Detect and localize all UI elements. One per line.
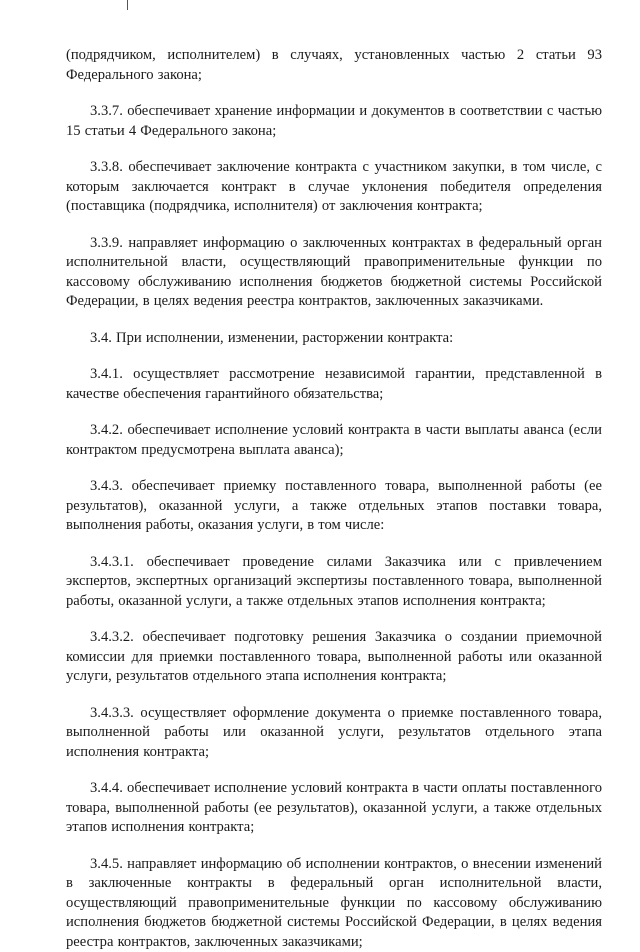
paragraph-3-4-3: 3.4.3. обеспечивает приемку поставленного товара, выполненной работы (ее результатов), оказанной услуги, а также отдельных этапов поставки товара, выполнения работы, оказания услуги, в том числе: — [66, 477, 602, 536]
paragraph-3-4-1: 3.4.1. осуществляет рассмотрение независимой гарантии, представленной в качестве обеспечения гарантийного обязательства; — [66, 365, 602, 404]
paragraph-3-4-5: 3.4.5. направляет информацию об исполнении контрактов, о внесении изменений в заключенные контракты в федеральный орган исполнительной власти, осуществляющий правоприменительные функции по кассовому обслуживанию исполнения бюджетов бюджетной системы Российской Федерации, в целях ведения реестра контрактов, заключенных заказчиками; — [66, 855, 602, 952]
paragraph-3-3-7: 3.3.7. обеспечивает хранение информации и документов в соответствии с частью 15 статьи 4 Федерального закона; — [66, 102, 602, 141]
paragraph-3-4-2: 3.4.2. обеспечивает исполнение условий контракта в части выплаты аванса (если контрактом предусмотрена выплата аванса); — [66, 421, 602, 460]
paragraph-3-3-8: 3.3.8. обеспечивает заключение контракта с участником закупки, в том числе, с которым заключается контракт в случае уклонения победителя определения (поставщика (подрядчика, исполнителя) от заключения контракта; — [66, 158, 602, 217]
scan-mark — [127, 0, 128, 10]
paragraph-3-4-3-2: 3.4.3.2. обеспечивает подготовку решения Заказчика о создании приемочной комиссии для приемки поставленного товара, выполненной работы или оказанной услуги, результатов отдельного этапа исполнения контракта; — [66, 628, 602, 687]
paragraph-3-4-4: 3.4.4. обеспечивает исполнение условий контракта в части оплаты поставленного товара, выполненной работы (ее результатов), оказанной услуги, а также отдельных этапов исполнения контракта; — [66, 779, 602, 838]
paragraph-continuation: (подрядчиком, исполнителем) в случаях, установленных частью 2 статьи 93 Федерального закона; — [66, 46, 602, 85]
paragraph-3-4-3-1: 3.4.3.1. обеспечивает проведение силами Заказчика или с привлечением экспертов, экспертных организаций экспертизы поставленного товара, выполненной работы, оказанной услуги, а также отдельных этапов исполнения контракта; — [66, 553, 602, 612]
paragraph-3-4: 3.4. При исполнении, изменении, расторжении контракта: — [66, 329, 602, 349]
paragraph-3-4-3-3: 3.4.3.3. осуществляет оформление документа о приемке поставленного товара, выполненной работы или оказанной услуги, результатов отдельного этапа исполнения контракта; — [66, 704, 602, 763]
paragraph-3-3-9: 3.3.9. направляет информацию о заключенных контрактах в федеральный орган исполнительной власти, осуществляющий правоприменительные функции по кассовому обслуживанию исполнения бюджетов бюджетной системы Российской Федерации, в целях ведения реестра контрактов, заключенных заказчиками. — [66, 234, 602, 312]
